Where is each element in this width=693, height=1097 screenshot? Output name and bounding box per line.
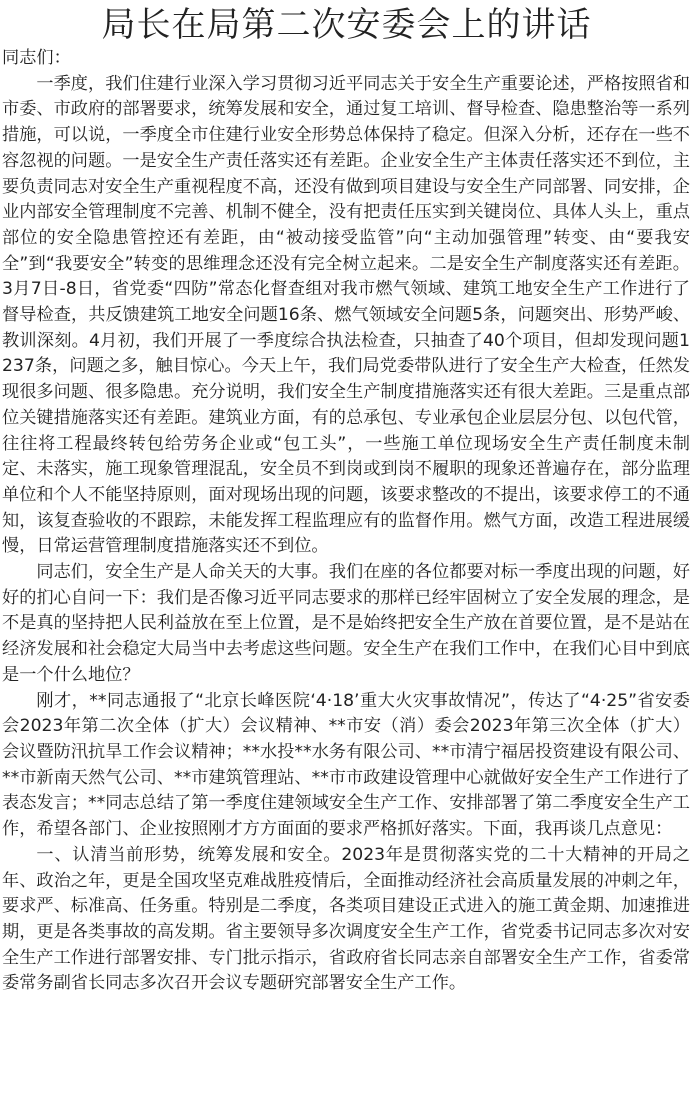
paragraph-4: 一、认清当前形势，统筹发展和安全。2023年是贯彻落实党的二十大精神的开局之年、政治之年，更是全国攻坚克难战胜疫情后，全面推动经济社会高质量发展的冲刺之年，要求严、标准高、任务重。特别是二季度，各类项目建设正式进入的施工黄金期、加速推进期，更是各类事故的高发期。省主要领导多次调度安全生产工作，省党委书记同志多次对安全生产工作进行部署安排、专门批示指示，省政府省长同志亲自部署安全生产工作，省委常委常务副省长同志多次召开会议专题研究部署安全生产工作。 [2, 844, 690, 994]
document-body [0, 46, 693, 997]
paragraph-1: 一季度，我们住建行业深入学习贯彻习近平同志关于安全生产重要论述，严格按照省和市委、市政府的部署要求，统筹发展和安全，通过复工培训、督导检查、隐患整治等一系列措施，可以说，一季度全市住建行业安全形势总体保持了稳定。但深入分析，还存在一些不容忽视的问题。一是安全生产责任落实还有差距。企业安全生产主体责任落实还不到位，主要负责同志对安全生产重视程度不高，还没有做到项目建设与安全生产同部署、同安排，企业内部安全管理制度不完善、机制不健全，没有把责任压实到关键岗位、具体人头上，重点部位的安全隐患管控还有差距，由“被动接受监管”向“主动加强管理”转变、由“要我安全”到“我要安全”转变的思维理念还没有完全树立起来。二是安全生产制度落实还有差距。3月7日-8日，省党委“四防”常态化督查组对我市燃气领域、建筑工地安全生产工作进行了督导检查，共反馈建筑工地安全问题16条、燃气领域安全问题5条，问题突出、形势严峻、教训深刻。4月初，我们开展了一季度综合执法检查，只抽查了40个项目，但却发现问题1237条，问题之多，触目惊心。今天上午，我们局党委带队进行了安全生产大检查，任然发现很多问题、很多隐患。充分说明，我们安全生产制度措施落实还有很大差距。三是重点部位关键措施落实还有差距。建筑业方面，有的总承包、专业承包企业层层分包、以包代管，往往将工程最终转包给劳务企业或“包工头”，一些施工单位现场安全生产责任制度未制定、未落实，施工现象管理混乱，安全员不到岗或到岗不履职的现象还普遍存在，部分监理单位和个人不能坚持原则，面对现场出现的问题，该要求整改的不提出，该要求停工的不通知，该复查验收的不跟踪，未能发挥工程监理应有的监督作用。燃气方面，改造工程进展缓慢，日常运营管理制度措施落实还不到位。 [2, 73, 690, 557]
salutation: 同志们： [2, 48, 71, 68]
paragraph-2: 同志们，安全生产是人命关天的大事。我们在座的各位都要对标一季度出现的问题，好好的扪心自问一下：我们是否像习近平同志要求的那样已经牢固树立了安全发展的理念，是不是真的坚持把人民利益放在至上位置，是不是始终把安全生产放在首要位置，是不是站在经济发展和社会稳定大局当中去考虑这些问题。安全生产在我们工作中，在我们心目中到底是一个什么地位？ [2, 562, 690, 685]
document-title: 局长在局第二次安委会上的讲话 [101, 5, 592, 45]
paragraph-3: 刚才，**同志通报了“北京长峰医院‘4·18’重大火灾事故情况”，传达了“4·25”省安委会2023年第二次全体（扩大）会议精神、**市安（消）委会2023年第三次全体（扩大）会议暨防汛抗旱工作会议精神；**水投**水务有限公司、**市清宁福居投资建设有限公司、**市新南天然气公司、**市建筑管理站、**市市政建设管理中心就做好安全生产工作进行了表态发言；**同志总结了第一季度住建领域安全生产工作、安排部署了第二季度安全生产工作，希望各部门、企业按照刚才方方面面的要求严格抓好落实。下面，我再谈几点意见： [2, 690, 690, 840]
